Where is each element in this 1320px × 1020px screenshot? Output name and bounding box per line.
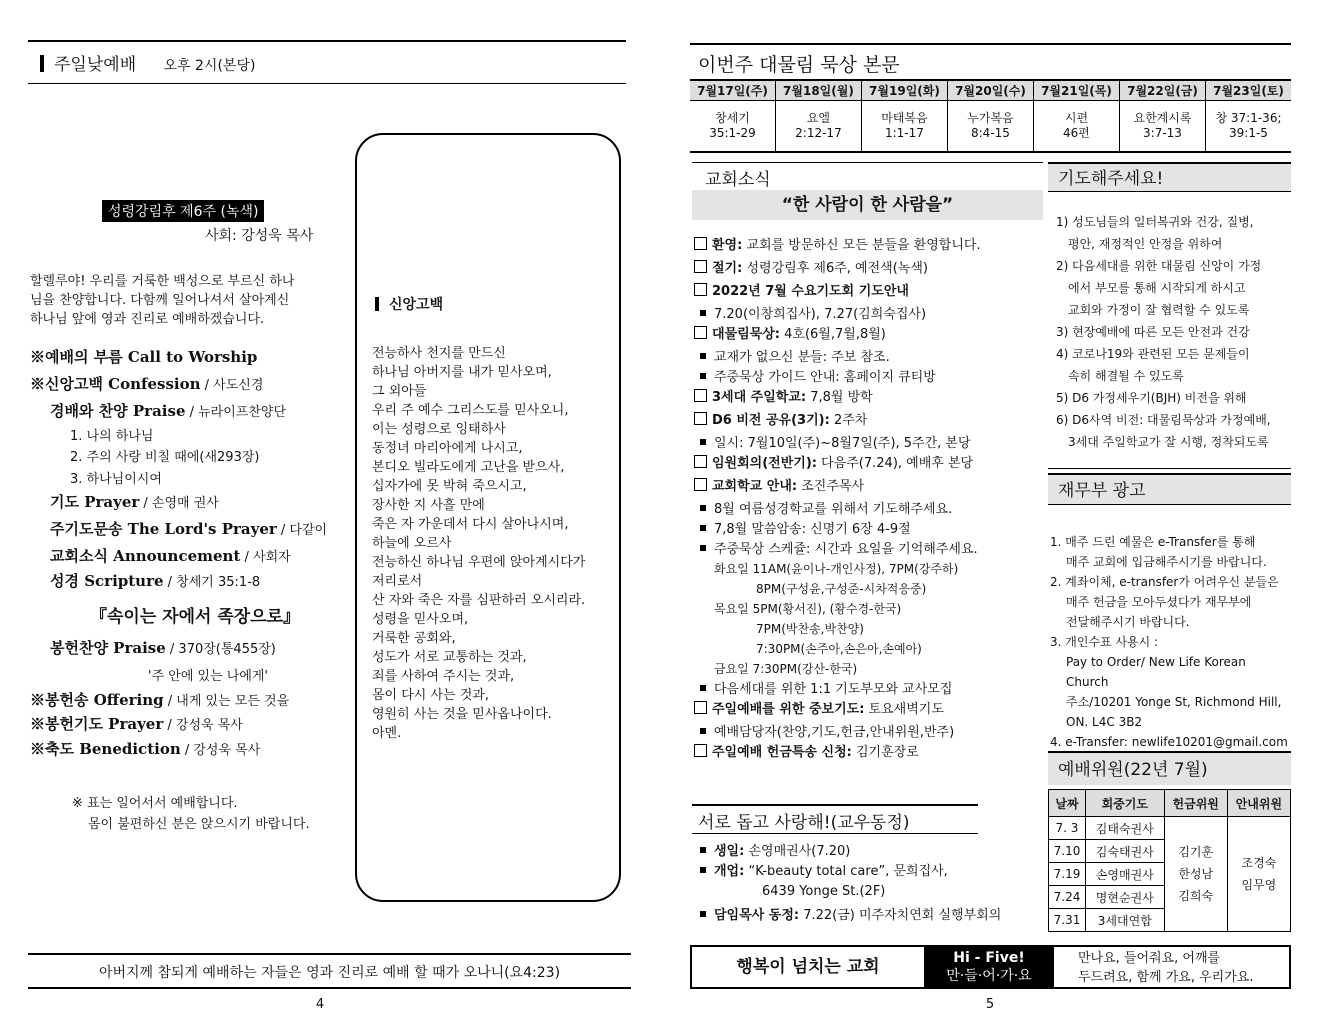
creed-line: 아멘. bbox=[372, 726, 402, 741]
news-item bbox=[694, 660, 1044, 680]
order-item bbox=[30, 445, 350, 467]
badge-line-1: Hi - Five! bbox=[953, 950, 1025, 966]
prayer-list bbox=[1056, 211, 1291, 453]
order-item bbox=[30, 467, 350, 491]
reading-day: 7월17일(주) bbox=[690, 80, 775, 101]
staff-date: 7.19 bbox=[1049, 863, 1086, 886]
note-sit: 몸이 불편하신 분은 앉으시기 바랍니다. bbox=[88, 817, 310, 832]
order-detail: / 창세기 35:1-8 bbox=[163, 575, 261, 590]
staff-prayer: 김숙태권사 bbox=[1085, 840, 1164, 863]
news-key: 환영: bbox=[712, 238, 743, 253]
order-label: 교회소식 Announcement bbox=[50, 547, 241, 565]
header-bar bbox=[40, 55, 44, 72]
news-text: 7,8월 방학 bbox=[806, 390, 873, 405]
order-label: ※예배의 부름 Call to Worship bbox=[30, 348, 258, 366]
bullet-icon bbox=[700, 728, 706, 734]
staff-table bbox=[1048, 789, 1291, 932]
order-item bbox=[30, 713, 350, 738]
staff-prayer: 손영매권사 bbox=[1085, 863, 1164, 886]
staff-header: 회중기도 bbox=[1085, 790, 1164, 817]
news-key: 절기: bbox=[712, 261, 743, 276]
order-label: ※봉헌기도 Prayer bbox=[30, 715, 164, 733]
offering-name: 김희숙 bbox=[1178, 889, 1214, 903]
news-text: 화요일 11AM(윤이나-개인사정), 7PM(강주하) bbox=[714, 562, 959, 576]
checkbox-icon bbox=[694, 478, 707, 491]
creed-line: 동정녀 마리아에게 나시고, bbox=[372, 441, 523, 456]
order-item bbox=[30, 424, 350, 445]
footer-church: 행복이 넘치는 교회 bbox=[736, 957, 880, 977]
creed-line: 하나님 아버지를 내가 믿사오며, bbox=[372, 365, 552, 380]
reading-day: 7월21일(목) bbox=[1033, 80, 1119, 101]
bullet-icon bbox=[700, 373, 706, 379]
bullet-icon bbox=[700, 310, 706, 316]
order-item bbox=[30, 637, 350, 664]
fellowship-item bbox=[694, 882, 1044, 906]
finance-line: 매주 교회에 입금해주시기를 바랍니다. bbox=[1066, 555, 1267, 569]
finance-line: 주소/10201 Yonge St, Richmond Hill, bbox=[1066, 695, 1282, 709]
news-key: 교회학교 안내: bbox=[712, 479, 798, 494]
creed-line: 성도가 서로 교통하는 것과, bbox=[372, 650, 527, 665]
checkbox-icon bbox=[694, 455, 707, 468]
news-text: 성령강림후 제6주, 예전색(녹색) bbox=[742, 261, 928, 276]
fellowship-text: 6439 Yonge St.(2F) bbox=[762, 884, 886, 899]
news-item bbox=[694, 282, 1044, 305]
order-item bbox=[30, 738, 350, 762]
passage-book: 요엘 bbox=[806, 111, 831, 125]
checkbox-icon bbox=[694, 744, 707, 757]
finance-list bbox=[1050, 532, 1291, 752]
news-key: 대물림묵상: bbox=[712, 327, 780, 342]
creed-line: 십자가에 못 박혀 죽으시고, bbox=[372, 479, 527, 494]
service-title: 주일낮예배 bbox=[54, 55, 137, 75]
slogan-line-1: 만나요, 들어줘요, 어깨를 bbox=[1078, 951, 1221, 966]
footer-slogan bbox=[1078, 949, 1254, 987]
prayer-line: 3세대 주일학교가 잘 시행, 정착되도록 bbox=[1068, 435, 1269, 449]
prayer-line: 4) 코로나19와 관련된 모든 문제들이 bbox=[1056, 347, 1250, 361]
staff-header: 헌금위원 bbox=[1164, 790, 1227, 817]
passage-book: 요한계시록 bbox=[1133, 111, 1192, 125]
news-item bbox=[694, 305, 1044, 325]
staff-prayer: 3세대연합 bbox=[1085, 909, 1164, 932]
order-label: 봉헌찬양 Praise bbox=[50, 639, 166, 657]
fellowship-text: “K-beauty total care”, 문희집사, bbox=[744, 864, 948, 879]
bullet-icon bbox=[700, 505, 706, 511]
creed-line: 저리로서 bbox=[372, 574, 423, 589]
order-detail: 3. 하나님이시여 bbox=[70, 472, 162, 487]
creed-line: 본디오 빌라도에게 고난을 받으사, bbox=[372, 460, 565, 475]
order-detail: / 사도신경 bbox=[200, 378, 264, 393]
order-item bbox=[30, 346, 350, 373]
intro-line: 하나님 앞에 영과 진리로 예배하겠습니다. bbox=[30, 312, 265, 327]
news-text: 주중묵상 가이드 안내: 홈페이지 큐티방 bbox=[714, 370, 936, 385]
intro-text bbox=[30, 272, 340, 329]
finance-line: Pay to Order/ New Life Korean Church bbox=[1066, 655, 1246, 689]
news-title: 교회소식 bbox=[705, 170, 771, 190]
reading-passage bbox=[861, 101, 947, 153]
passage-book: 시편 bbox=[1064, 111, 1089, 125]
bullet-icon bbox=[700, 867, 706, 873]
news-text: 7:30PM(손주아,손은아,손예아) bbox=[756, 642, 922, 656]
fellowship-item bbox=[694, 842, 1044, 862]
order-label: ※봉헌송 Offering bbox=[30, 691, 164, 709]
news-key: 주일예배를 위한 중보기도: bbox=[712, 702, 865, 717]
reading-passage bbox=[775, 101, 861, 153]
news-item bbox=[694, 540, 1044, 560]
bullet-icon bbox=[700, 911, 706, 917]
news-text: 다음주(7.24), 예배후 본당 bbox=[817, 456, 974, 471]
passage-book: 마태복음 bbox=[881, 111, 928, 125]
page-number-left: 4 bbox=[315, 997, 325, 1012]
reading-day: 7월22일(금) bbox=[1119, 80, 1205, 101]
news-key: 임원회의(전반기): bbox=[712, 456, 817, 471]
news-item bbox=[694, 348, 1044, 368]
footer-rule-top bbox=[28, 953, 631, 955]
prayer-line: 속히 해결될 수 있도록 bbox=[1068, 369, 1184, 383]
checkbox-icon bbox=[694, 237, 707, 250]
bullet-icon bbox=[700, 545, 706, 551]
news-item bbox=[694, 325, 1044, 348]
staff-usher bbox=[1227, 817, 1290, 932]
creed-title: 신앙고백 bbox=[389, 297, 444, 313]
staff-prayer: 김태숙권사 bbox=[1085, 817, 1164, 840]
news-rule bbox=[692, 162, 1043, 163]
bullet-icon bbox=[700, 847, 706, 853]
news-text: 8월 여름성경학교를 위해서 기도해주세요. bbox=[714, 502, 953, 517]
reading-passage bbox=[1206, 101, 1292, 153]
finance-line: 4. e-Transfer: newlife10201@gmail.com bbox=[1050, 735, 1288, 749]
worship-order bbox=[30, 346, 350, 594]
news-text: 목요일 5PM(황서진), (황수경-한국) bbox=[714, 602, 902, 616]
checkbox-icon bbox=[694, 701, 707, 714]
offering-name: 한성남 bbox=[1178, 867, 1214, 881]
news-item bbox=[694, 477, 1044, 500]
order-detail: / 손영매 권사 bbox=[139, 496, 219, 511]
order-detail: / 내게 있는 모든 것을 bbox=[163, 694, 290, 709]
reading-day: 7월20일(수) bbox=[947, 80, 1033, 101]
news-item bbox=[694, 600, 1044, 620]
staff-row bbox=[1049, 817, 1291, 840]
reading-passage bbox=[1119, 101, 1205, 153]
news-item bbox=[694, 723, 1044, 743]
news-text: 교재가 없으신 분들: 주보 참조. bbox=[714, 350, 890, 365]
right-top-rule bbox=[690, 43, 1291, 45]
badge-line-2: 만·들·어·가·요 bbox=[946, 968, 1032, 984]
finance-title: 재무부 광고 bbox=[1048, 473, 1291, 505]
news-text: 일시: 7월10일(주)~8월7일(주), 5주간, 본당 bbox=[714, 436, 971, 451]
offering-name: 김기훈 bbox=[1178, 845, 1214, 859]
fellowship-item bbox=[694, 862, 1044, 882]
news-item bbox=[694, 434, 1044, 454]
passage-verse: 1:1-17 bbox=[884, 126, 924, 140]
order-label: 기도 Prayer bbox=[50, 493, 140, 511]
news-text: 예배담당자(찬양,기도,헌금,안내위원,반주) bbox=[714, 725, 955, 740]
news-text: 7.20(이창희집사), 7.27(김희숙집사) bbox=[714, 307, 927, 322]
creed-line: 몸이 다시 사는 것과, bbox=[372, 688, 489, 703]
fellowship-text: 손영매권사(7.20) bbox=[744, 844, 851, 859]
order-item bbox=[30, 664, 350, 689]
news-text: 7PM(박찬송,박찬양) bbox=[756, 622, 864, 636]
reading-day: 7월23일(토) bbox=[1206, 80, 1292, 101]
fellowship-rule-2 bbox=[692, 833, 978, 834]
order-detail: / 강성욱 목사 bbox=[163, 718, 243, 733]
news-text: 2주차 bbox=[829, 413, 868, 428]
creed-text bbox=[372, 344, 612, 743]
passage-verse: 8:4-15 bbox=[971, 126, 1010, 140]
prayer-line: 에서 부모를 통해 시작되게 하시고 bbox=[1068, 281, 1246, 295]
order-detail: 1. 나의 하나님 bbox=[70, 429, 154, 444]
news-item bbox=[694, 520, 1044, 540]
news-text: 주중묵상 스케쥴: 시간과 요일을 기억해주세요. bbox=[714, 542, 978, 557]
finance-line: 2. 계좌이체, e-transfer가 어려우신 분들은 bbox=[1050, 575, 1279, 589]
finance-line: 전달해주시기 바랍니다. bbox=[1066, 615, 1190, 629]
staff-date: 7. 3 bbox=[1049, 817, 1086, 840]
staff-date: 7.31 bbox=[1049, 909, 1086, 932]
footer-verse: 아버지께 참되게 예배하는 자들은 영과 진리로 예배 할 때가 오나니(요4:23) bbox=[98, 965, 561, 981]
reading-day: 7월19일(화) bbox=[861, 80, 947, 101]
bullet-icon bbox=[700, 685, 706, 691]
news-item bbox=[694, 500, 1044, 520]
reading-passage bbox=[947, 101, 1033, 153]
order-label: ※축도 Benediction bbox=[30, 740, 181, 758]
finance-line: 1. 매주 드린 예물은 e-Transfer를 통해 bbox=[1050, 535, 1256, 549]
order-detail: / 사회자 bbox=[240, 550, 291, 565]
season-badge: 성령강림후 제6주 (녹색) bbox=[102, 200, 264, 222]
service-time: 오후 2시(본당) bbox=[163, 58, 256, 74]
order-detail: '주 안에 있는 나에게' bbox=[148, 669, 269, 684]
news-item bbox=[694, 560, 1044, 580]
creed-line: 이는 성령으로 잉태하사 bbox=[372, 422, 506, 437]
news-item bbox=[694, 743, 1044, 766]
prayer-rule bbox=[1048, 468, 1291, 469]
usher-name: 조경숙 bbox=[1241, 856, 1277, 870]
hi-five-badge bbox=[924, 947, 1054, 987]
staff-header: 날짜 bbox=[1049, 790, 1086, 817]
notes bbox=[72, 793, 310, 835]
fellowship-key: 개업: bbox=[714, 864, 745, 879]
creed-line: 전능하사 천지를 만드신 bbox=[372, 346, 506, 361]
reading-passage bbox=[1033, 101, 1119, 153]
reading-day: 7월18일(월) bbox=[775, 80, 861, 101]
passage-book: 창세기 bbox=[715, 111, 750, 125]
creed-line: 우리 주 예수 그리스도를 믿사오니, bbox=[372, 403, 569, 418]
news-item bbox=[694, 640, 1044, 660]
news-item bbox=[694, 368, 1044, 388]
passage-book: 창 37:1-36; bbox=[1215, 111, 1282, 125]
passage-verse: 3:7-13 bbox=[1143, 126, 1182, 140]
note-stand: ※ 표는 일어서서 예배합니다. bbox=[72, 796, 238, 811]
fellowship-list bbox=[694, 842, 1044, 926]
news-text: 토요새벽기도 bbox=[864, 702, 944, 717]
order-item bbox=[30, 689, 350, 713]
prayer-line: 6) D6사역 비전: 대물림묵상과 가정예배, bbox=[1056, 413, 1271, 427]
fellowship-title: 서로 돕고 사랑해!(교우동정) bbox=[698, 813, 910, 833]
order-item bbox=[30, 545, 350, 570]
news-key: 2022년 7월 수요기도회 기도안내 bbox=[712, 284, 909, 299]
creed-line: 죄를 사하여 주시는 것과, bbox=[372, 669, 515, 684]
news-text: 다음세대를 위한 1:1 기도부모와 교사모집 bbox=[714, 682, 953, 697]
prayer-line: 평안, 재정적인 안정을 위하여 bbox=[1068, 237, 1223, 251]
news-text: 7,8월 말씀암송: 신명기 6장 4-9절 bbox=[714, 522, 911, 537]
reading-passage bbox=[690, 101, 775, 153]
news-text: 금요일 7:30PM(강산-한국) bbox=[714, 662, 858, 676]
news-item bbox=[694, 411, 1044, 434]
order-item bbox=[30, 400, 350, 424]
news-text: 4호(6월,7월,8월) bbox=[780, 327, 886, 342]
fellowship-rule bbox=[692, 804, 978, 806]
order-item bbox=[30, 518, 350, 545]
fellowship-key: 생일: bbox=[714, 844, 745, 859]
slogan-line-2: 두드려요, 함께 가요, 우리가요. bbox=[1078, 970, 1254, 985]
news-key: 주일예배 헌금특송 신청: bbox=[712, 745, 852, 760]
prayer-title: 기도해주세요! bbox=[1048, 162, 1291, 192]
intro-line: 할렐루야! 우리를 거룩한 백성으로 부르신 하나 bbox=[30, 274, 295, 289]
news-item bbox=[694, 700, 1044, 723]
passage-verse: 39:1-5 bbox=[1229, 126, 1268, 140]
usher-name: 임무영 bbox=[1241, 878, 1277, 892]
fellowship-key: 담임목사 동정: bbox=[714, 908, 800, 923]
checkbox-icon bbox=[694, 412, 707, 425]
creed-line: 거룩한 공회와, bbox=[372, 631, 456, 646]
creed-line: 전능하신 하나님 우편에 앉아계시다가 bbox=[372, 555, 586, 570]
creed-line: 죽은 자 가운데서 다시 살아나시며, bbox=[372, 517, 569, 532]
reading-title: 이번주 대물림 묵상 본문 bbox=[698, 54, 900, 76]
creed-line: 성령을 믿사오며, bbox=[372, 612, 469, 627]
order-item bbox=[30, 491, 350, 518]
reading-table bbox=[690, 79, 1291, 153]
checkbox-icon bbox=[694, 260, 707, 273]
passage-verse: 2:12-17 bbox=[795, 126, 842, 140]
creed-bar bbox=[375, 297, 379, 311]
news-text: 조진주목사 bbox=[797, 479, 865, 494]
prayer-line: 5) D6 가정세우기(BJH) 비전을 위해 bbox=[1056, 391, 1247, 405]
order-item bbox=[30, 373, 350, 400]
creed-line: 하늘에 오르사 bbox=[372, 536, 452, 551]
news-item bbox=[694, 388, 1044, 411]
staff-title: 예배위원(22년 7월) bbox=[1048, 751, 1291, 785]
checkbox-icon bbox=[694, 389, 707, 402]
finance-line: ON. L4C 3B2 bbox=[1066, 715, 1143, 729]
news-item bbox=[694, 236, 1044, 259]
staff-date: 7.24 bbox=[1049, 886, 1086, 909]
fellowship-text: 7.22(금) 미주자치연회 실행부회의 bbox=[799, 908, 1002, 923]
news-text: 김기훈장로 bbox=[851, 745, 919, 760]
fellowship-item bbox=[694, 906, 1044, 926]
news-item bbox=[694, 680, 1044, 700]
staff-prayer: 명현순권사 bbox=[1085, 886, 1164, 909]
prayer-line: 교회와 가정이 잘 협력할 수 있도록 bbox=[1068, 303, 1250, 317]
news-list bbox=[694, 236, 1044, 766]
order-label: 주기도문송 The Lord's Prayer bbox=[50, 520, 277, 538]
news-key: D6 비전 공유(3기): bbox=[712, 413, 830, 428]
news-item bbox=[694, 454, 1044, 477]
order-item bbox=[30, 570, 350, 594]
finance-line: 3. 개인수표 사용시 : bbox=[1050, 635, 1159, 649]
creed-line: 산 자와 죽은 자를 심판하러 오시리라. bbox=[372, 593, 586, 608]
page-number-right: 5 bbox=[985, 997, 995, 1012]
worship-order-2 bbox=[30, 637, 350, 762]
staff-header: 안내위원 bbox=[1227, 790, 1290, 817]
footer-rule-bottom bbox=[28, 987, 631, 989]
order-detail: / 370장(통455장) bbox=[165, 642, 276, 657]
intro-line: 님을 찬양합니다. 다함께 일어나셔서 살아계신 bbox=[30, 293, 290, 308]
prayer-line: 1) 성도님들의 일터복귀와 건강, 질병, bbox=[1056, 215, 1254, 229]
prayer-line: 3) 현장예배에 따른 모든 안전과 건강 bbox=[1056, 325, 1250, 339]
creed-heading bbox=[375, 294, 443, 314]
creed-line: 그 외아들 bbox=[372, 384, 427, 399]
staff-date: 7.10 bbox=[1049, 840, 1086, 863]
news-text: 교회를 방문하신 모든 분들을 환영합니다. bbox=[742, 238, 981, 253]
news-item bbox=[694, 620, 1044, 640]
staff-offering bbox=[1164, 817, 1227, 932]
finance-line: 매주 헌금을 모아두셨다가 재무부에 bbox=[1066, 595, 1252, 609]
order-detail: / 다같이 bbox=[276, 523, 328, 538]
sermon-title: 『속이는 자에서 족장으로』 bbox=[90, 607, 301, 627]
bullet-icon bbox=[700, 353, 706, 359]
creed-line: 영원히 사는 것을 믿사옵나이다. bbox=[372, 707, 552, 722]
page-header bbox=[40, 50, 255, 75]
passage-verse: 35:1-29 bbox=[709, 126, 756, 140]
bullet-icon bbox=[700, 439, 706, 445]
checkbox-icon bbox=[694, 326, 707, 339]
news-item bbox=[694, 259, 1044, 282]
creed-line: 장사한 지 사흘 만에 bbox=[372, 498, 485, 513]
bullet-icon bbox=[700, 525, 706, 531]
presider: 사회: 강성욱 목사 bbox=[205, 228, 314, 244]
order-detail: 2. 주의 사랑 비칠 때에(새293장) bbox=[70, 450, 260, 465]
checkbox-icon bbox=[694, 283, 707, 296]
order-label: ※신앙고백 Confession bbox=[30, 375, 201, 393]
news-item bbox=[694, 580, 1044, 600]
order-label: 성경 Scripture bbox=[50, 572, 164, 590]
news-key: 3세대 주일학교: bbox=[712, 390, 807, 405]
order-detail: / 강성욱 목사 bbox=[180, 743, 261, 758]
prayer-line: 2) 다음세대를 위한 대물림 신앙이 가정 bbox=[1056, 259, 1262, 273]
passage-book: 누가복음 bbox=[967, 111, 1014, 125]
news-motto: “한 사람이 한 사람을” bbox=[692, 190, 1043, 220]
passage-verse: 46편 bbox=[1063, 126, 1090, 140]
order-label: 경배와 찬양 Praise bbox=[50, 402, 186, 420]
top-rule bbox=[28, 40, 626, 42]
order-detail: / 뉴라이프찬양단 bbox=[185, 405, 287, 420]
header-rule bbox=[28, 83, 626, 84]
news-text: 8PM(구성윤,구성준-시차적응중) bbox=[756, 582, 927, 596]
